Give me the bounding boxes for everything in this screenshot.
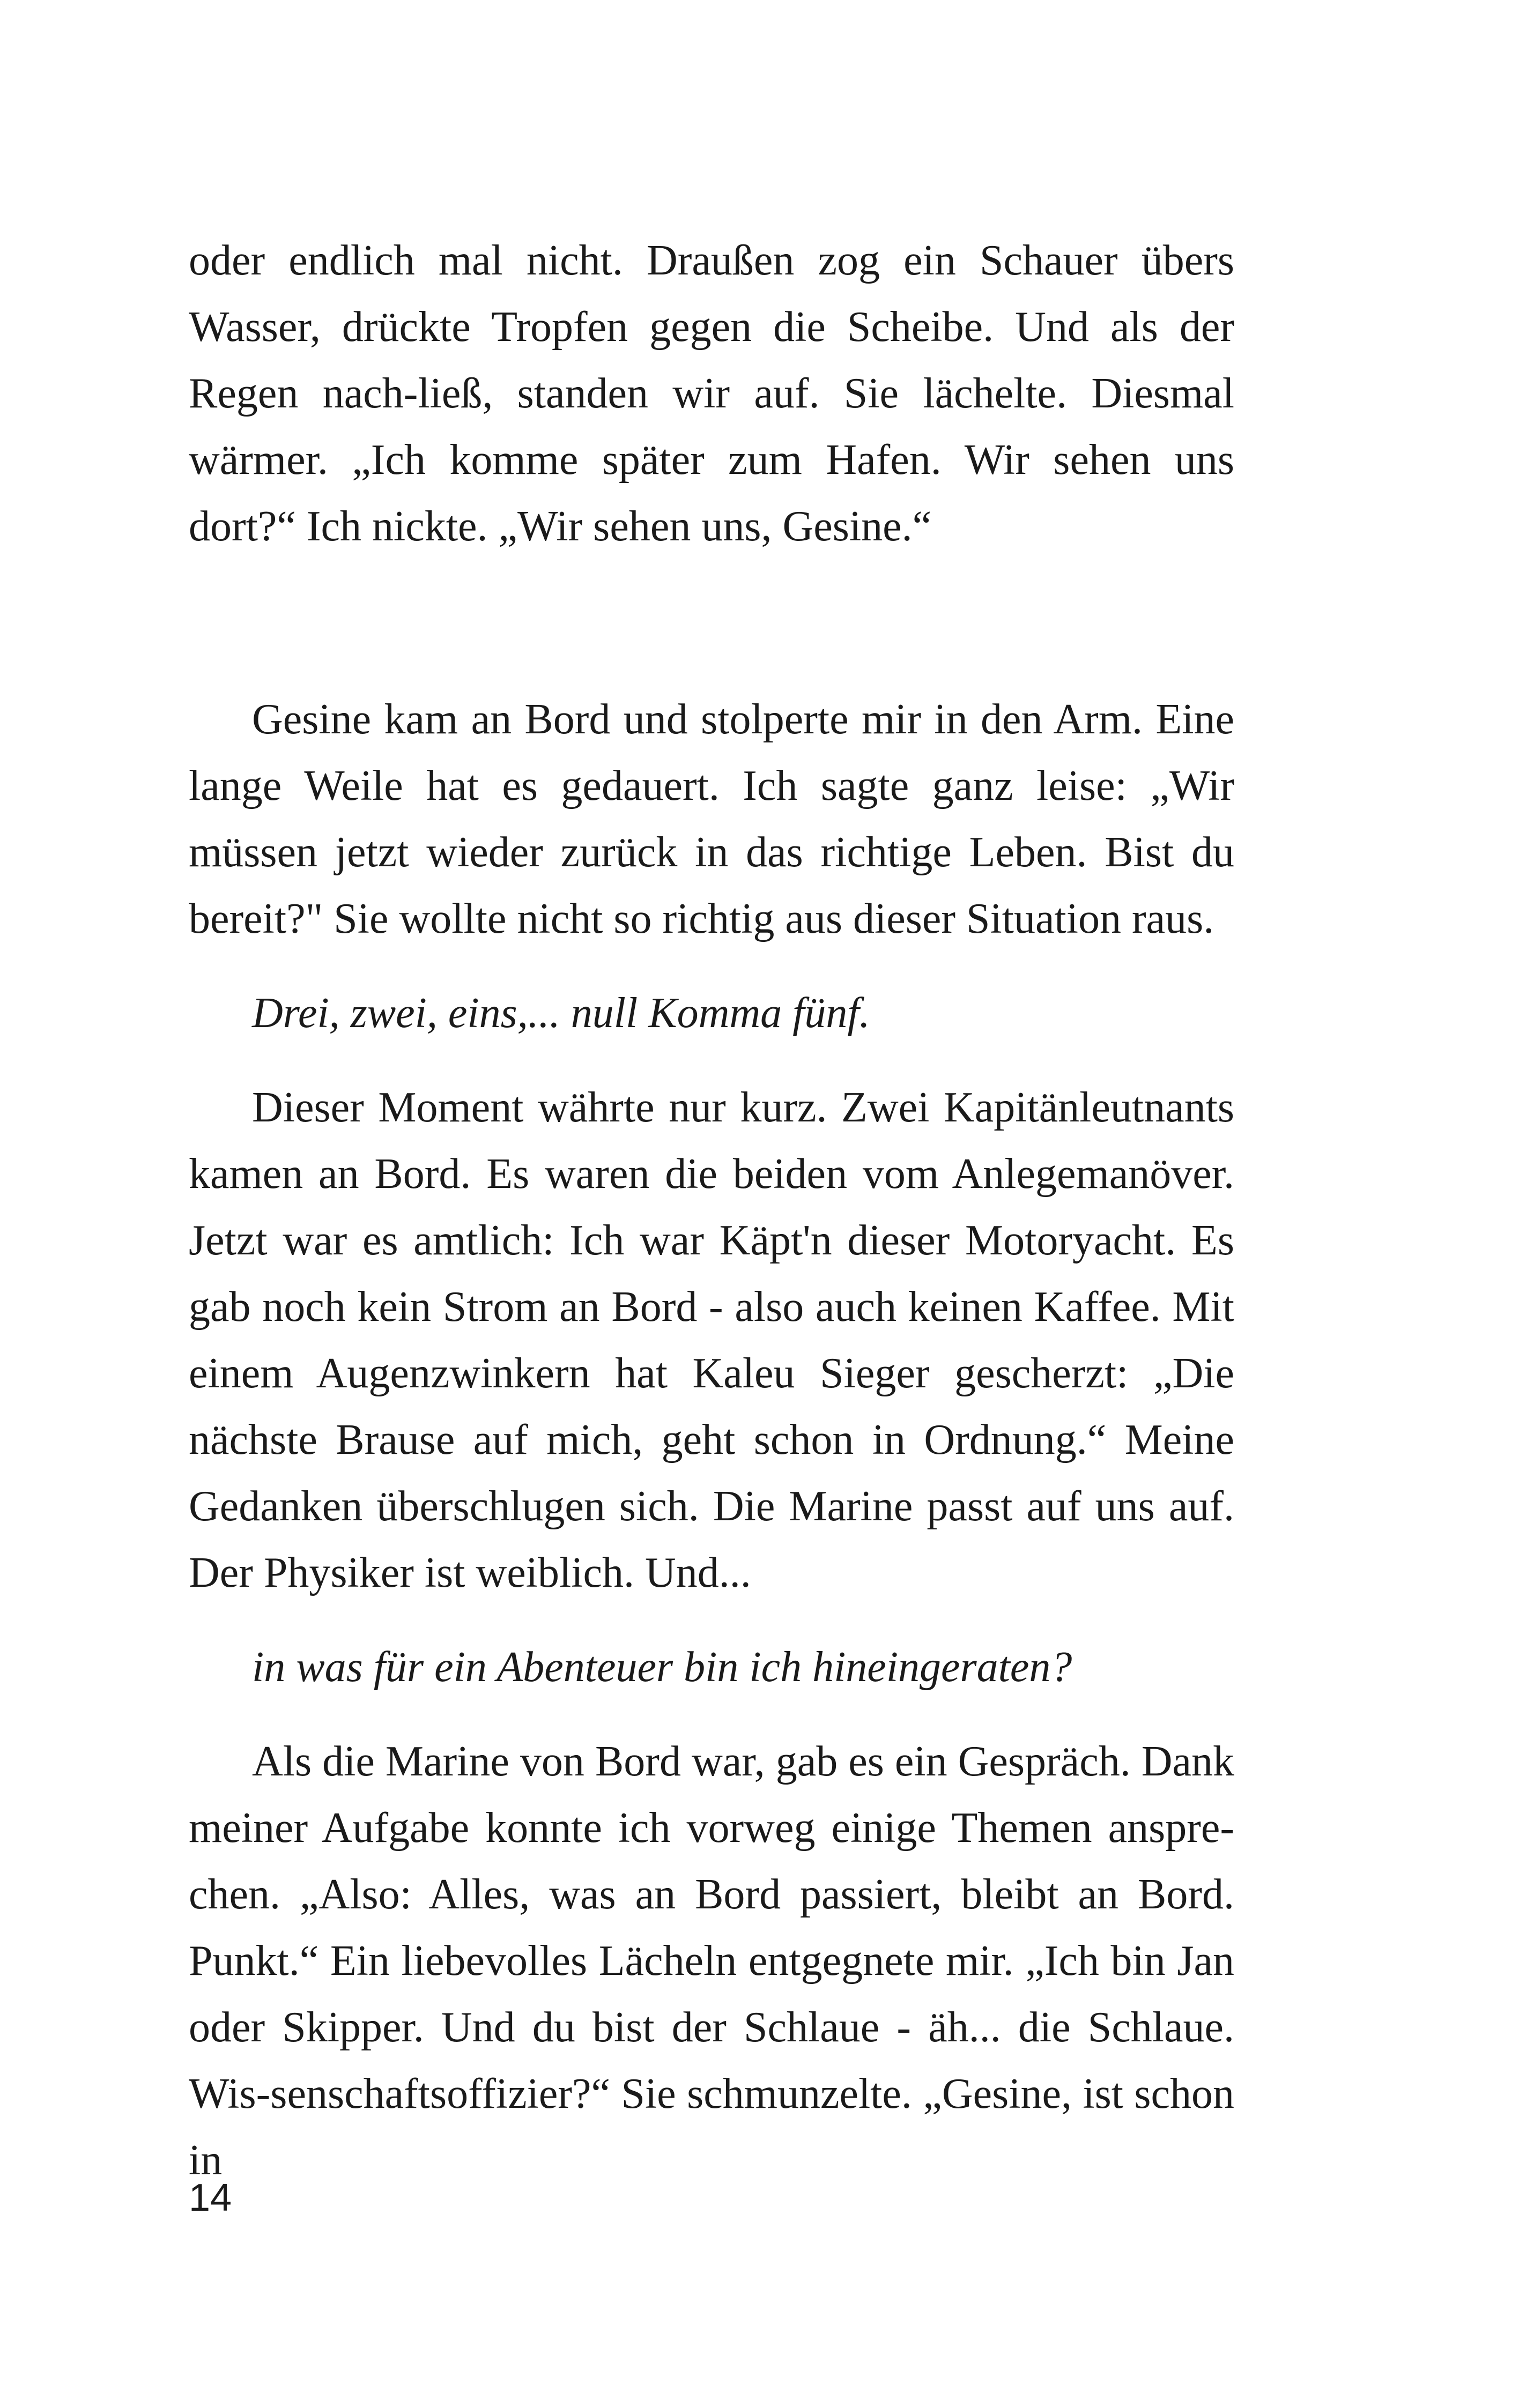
paragraph-navy-visit: Dieser Moment währte nur kurz. Zwei Kapitänleutnants kamen an Bord. Es waren die beiden vom Anlegemanöver. Jetzt war es amtlich: Ich war Käpt'n dieser Motoryacht. Es gab noch kein Strom an Bord - also auch keinen Kaffee. Mit einem Augenzwinkern hat Kaleu Sieger gescherzt: „Die nächste Brause auf mich, geht schon in Ordnung.“ Meine Gedanken überschlugen sich. Die Marine passt auf uns auf. Der Physiker ist weiblich. Und... xyxy=(189,1084,1234,1596)
paragraph-conversation: Als die Marine von Bord war, gab es ein Gespräch. Dank meiner Aufgabe konnte ich vorweg einige Themen anspre-chen. „Also: Alles, was an Bord passiert, bleibt an Bord. Punkt.“ Ein liebevolles Lächeln entgegnete mir. „Ich bin Jan oder Skipper. Und du bist der Schlaue - äh... die Schlaue. Wis-senschaftsoffizier?“ Sie schmunzelte. „Gesine, ist schon in xyxy=(189,1738,1234,2184)
paragraph-countdown: Drei, zwei, eins,... null Komma fünf. xyxy=(252,990,870,1037)
text-block-top xyxy=(189,227,1234,588)
text-block-main xyxy=(189,686,1234,2221)
page-number: 14 xyxy=(189,2176,232,2219)
paragraph-adventure-thought: in was für ein Abenteuer bin ich hineingeraten? xyxy=(252,1644,1072,1691)
paragraph-continuation: oder endlich mal nicht. Draußen zog ein Schauer übers Wasser, drückte Tropfen gegen die Scheibe. Und als der Regen nach-ließ, standen wir auf. Sie lächelte. Diesmal wärmer. „Ich komme später zum Hafen. Wir sehen uns dort?“ Ich nickte. „Wir sehen uns, Gesine.“ xyxy=(189,237,1234,550)
paragraph-gesine-boards: Gesine kam an Bord und stolperte mir in den Arm. Eine lange Weile hat es gedauert. Ich sagte ganz leise: „Wir müssen jetzt wieder zurück in das richtige Leben. Bist du bereit?" Sie wollte nicht so richtig aus dieser Situation raus. xyxy=(189,696,1234,942)
